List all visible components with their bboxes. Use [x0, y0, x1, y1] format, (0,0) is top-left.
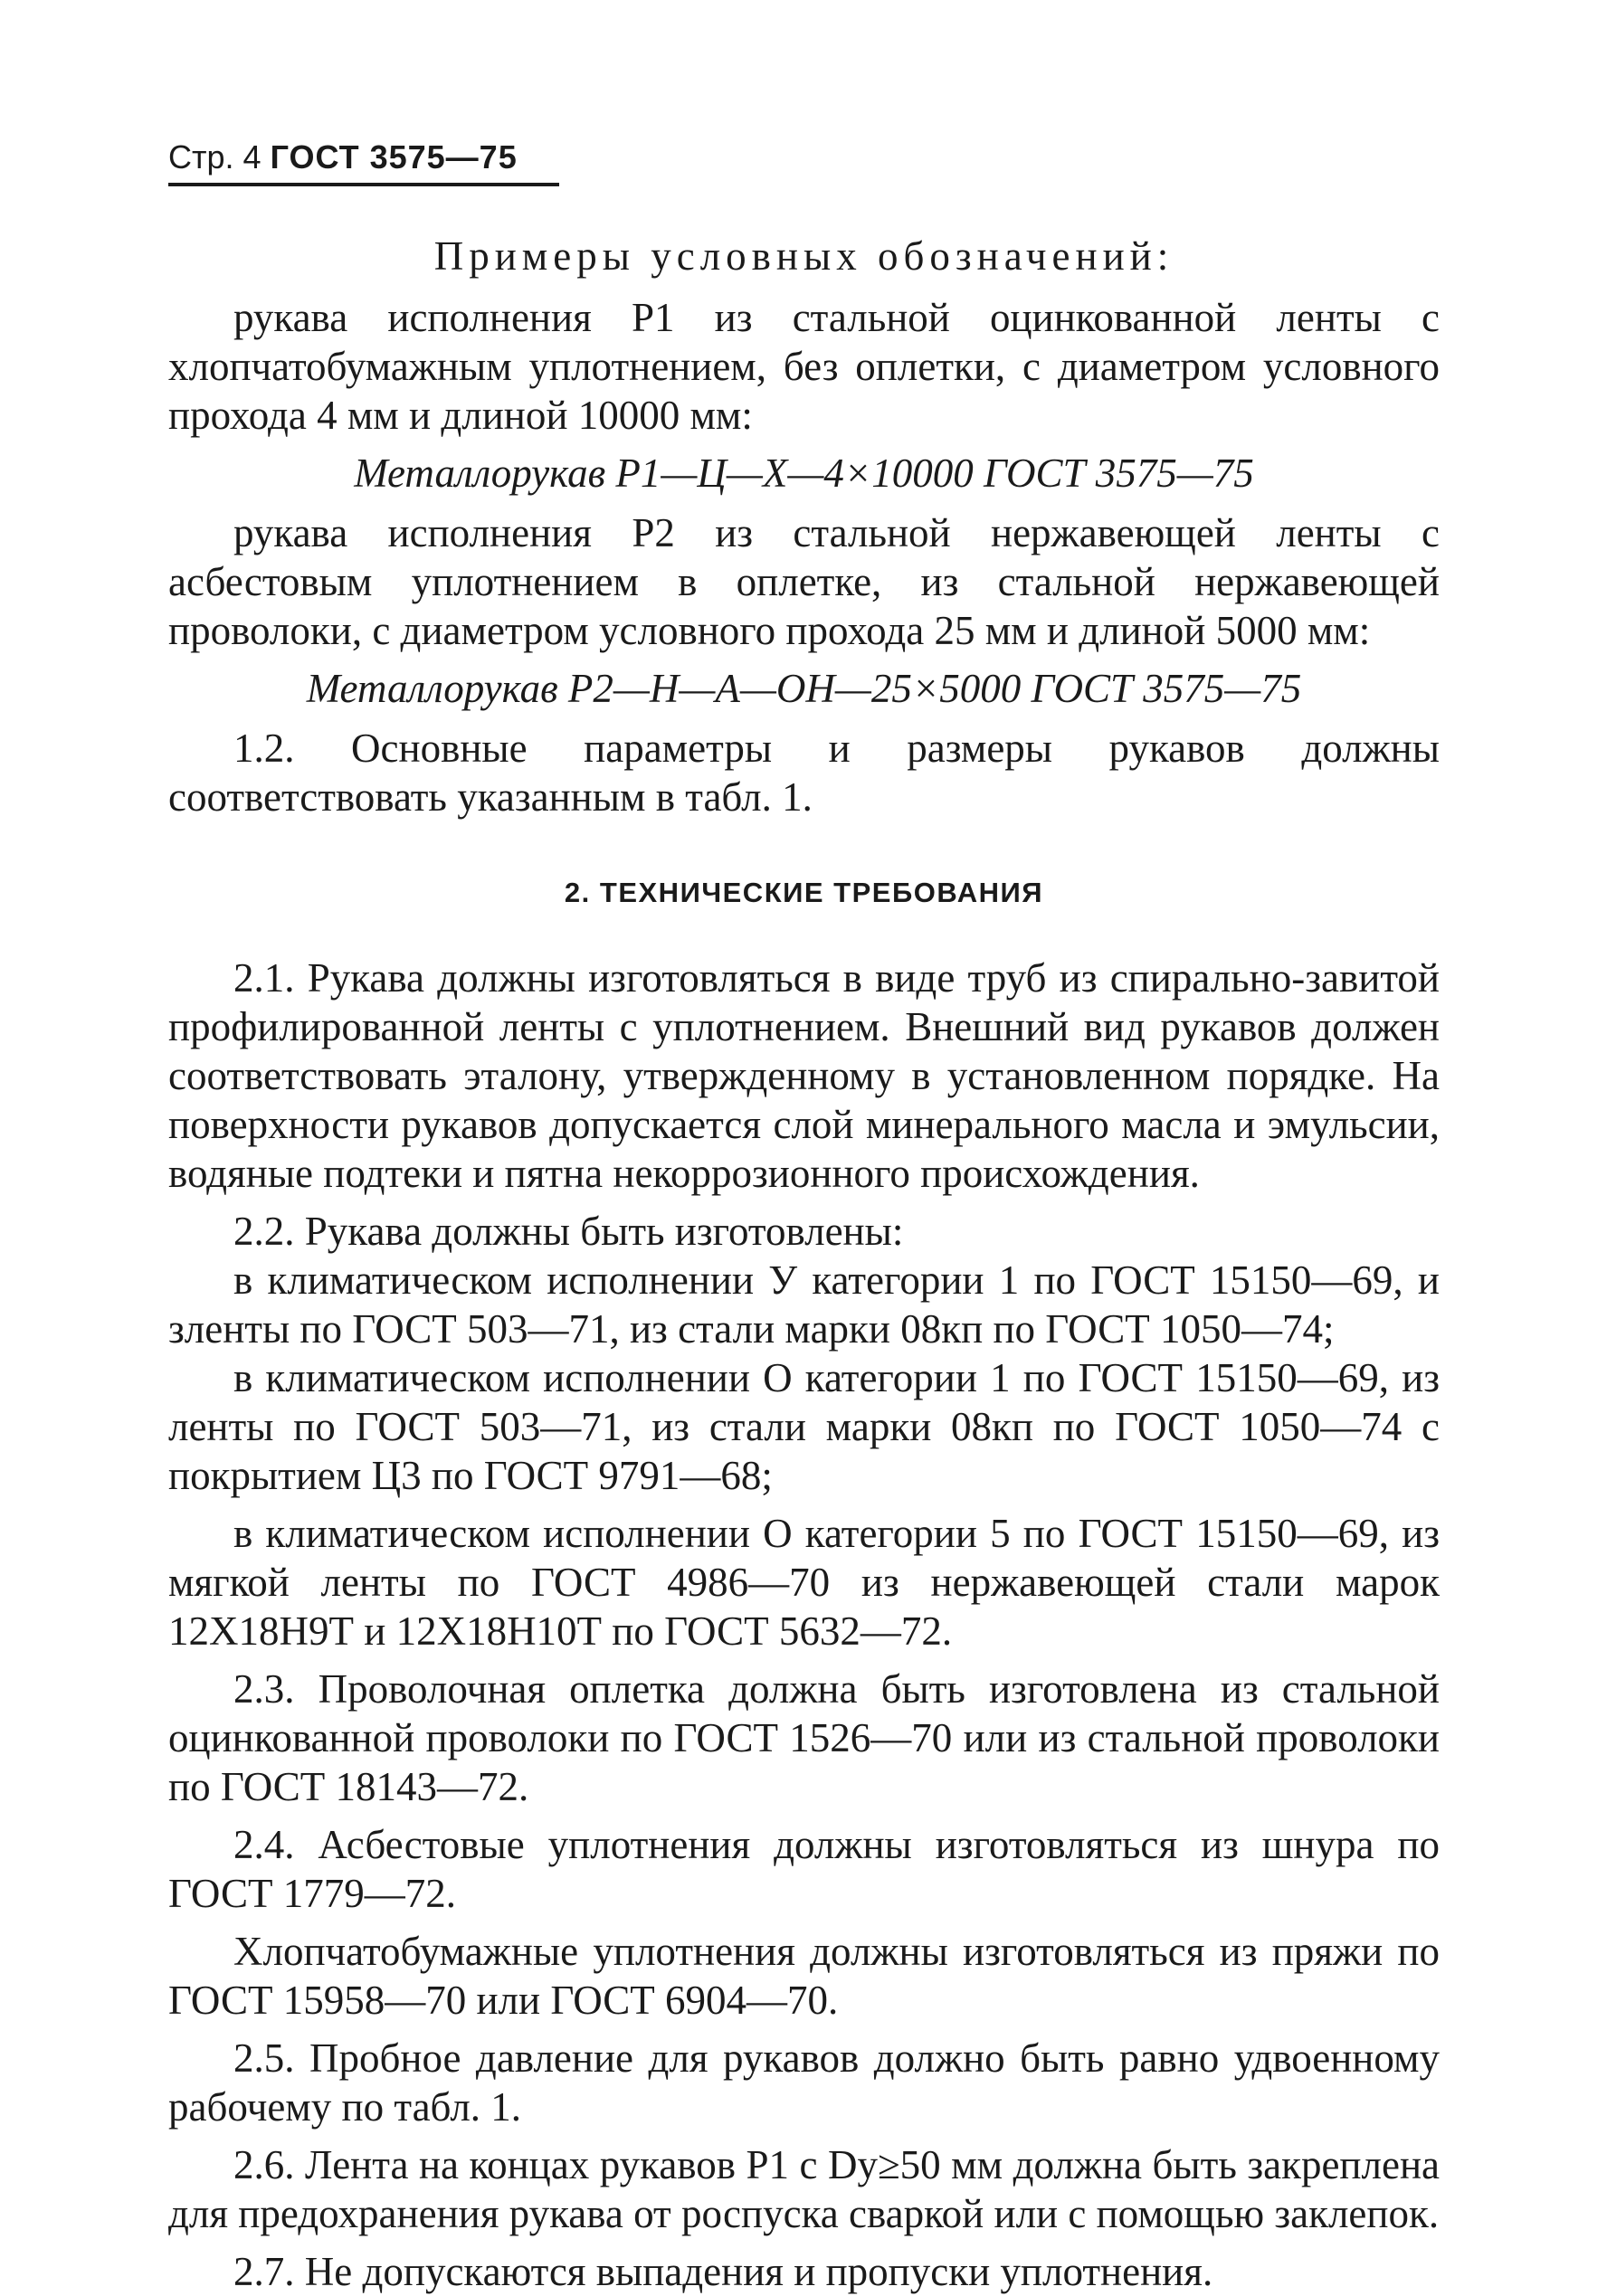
example-1-description: рукава исполнения Р1 из стальной оцинкованной ленты с хлопчатобумажным уплотнением, без оплетки, с диаметром условного прохода 4 мм и длиной 10000 мм: — [168, 295, 1440, 438]
clause-2-2-item-1: в климатическом исполнении У категории 1 по ГОСТ 15150—69, и зленты по ГОСТ 503—71, из стали марки 08кп по ГОСТ 1050—74; — [168, 1257, 1440, 1352]
examples-title: Примеры условных обозначений: — [433, 233, 1174, 279]
clause-2-1: 2.1. Рукава должны изготовляться в виде труб из спирально-завитой профилированной ленты с уплотнением. Внешний вид рукавов должен соответствовать эталону, утвержденному в установленном порядке. На поверхности рукавов допускается слой минерального масла и эмульсии, водяные подтеки и пятна некоррозионного происхождения. — [168, 955, 1440, 1196]
page-number: Стр. 4 — [168, 138, 261, 176]
clause-2-2-intro: 2.2. Рукава должны быть изготовлены: — [233, 1209, 904, 1254]
clause-2-6: 2.6. Лента на концах рукавов Р1 с Dy≥50 мм должна быть закреплена для предохранения рукава от роспуска сваркой или с помощью заклепок. — [168, 2142, 1440, 2236]
clause-2-4-continuation: Хлопчатобумажные уплотнения должны изготовляться из пряжи по ГОСТ 15958—70 или ГОСТ 6904—70. — [168, 1929, 1440, 2023]
section-2-heading: 2. ТЕХНИЧЕСКИЕ ТРЕБОВАНИЯ — [564, 877, 1044, 908]
header-rule — [168, 183, 559, 186]
clause-2-7: 2.7. Не допускаются выпадения и пропуски уплотнения. — [233, 2249, 1213, 2294]
clause-2-2-item-2: в климатическом исполнении О категории 1 по ГОСТ 15150—69, из ленты по ГОСТ 503—71, из стали марки 08кп по ГОСТ 1050—74 с покрытием Ц3 по ГОСТ 9791—68; — [168, 1355, 1440, 1498]
document-body — [168, 226, 1440, 2296]
clause-2-3: 2.3. Проволочная оплетка должна быть изготовлена из стальной оцинкованной проволоки по ГОСТ 1526—70 или из стальной проволоки по ГОСТ 18143—72. — [168, 1666, 1440, 1809]
example-2-designation: Металлорукав Р2—Н—А—ОН—25×5000 ГОСТ 3575—75 — [306, 666, 1302, 711]
clause-2-5: 2.5. Пробное давление для рукавов должно быть равно удвоенному рабочему по табл. 1. — [168, 2035, 1440, 2130]
example-1-designation: Металлорукав Р1—Ц—Х—4×10000 ГОСТ 3575—75 — [354, 451, 1254, 496]
standard-code: ГОСТ 3575—75 — [270, 138, 518, 176]
example-2-description: рукава исполнения Р2 из стальной нержавеющей ленты с асбестовым уплотнением в оплетке, из стальной нержавеющей проволоки, с диаметром условного прохода 25 мм и длиной 5000 мм: — [168, 510, 1440, 653]
page-header — [168, 138, 566, 177]
clause-2-2-item-3: в климатическом исполнении О категории 5 по ГОСТ 15150—69, из мягкой ленты по ГОСТ 4986—70 из нержавеющей стали марок 12Х18Н9Т и 12Х18Н10Т по ГОСТ 5632—72. — [168, 1511, 1440, 1654]
clause-1-2: 1.2. Основные параметры и размеры рукавов должны соответствовать указанным в табл. 1. — [168, 726, 1440, 820]
clause-2-4: 2.4. Асбестовые уплотнения должны изготовляться из шнура по ГОСТ 1779—72. — [168, 1822, 1440, 1916]
